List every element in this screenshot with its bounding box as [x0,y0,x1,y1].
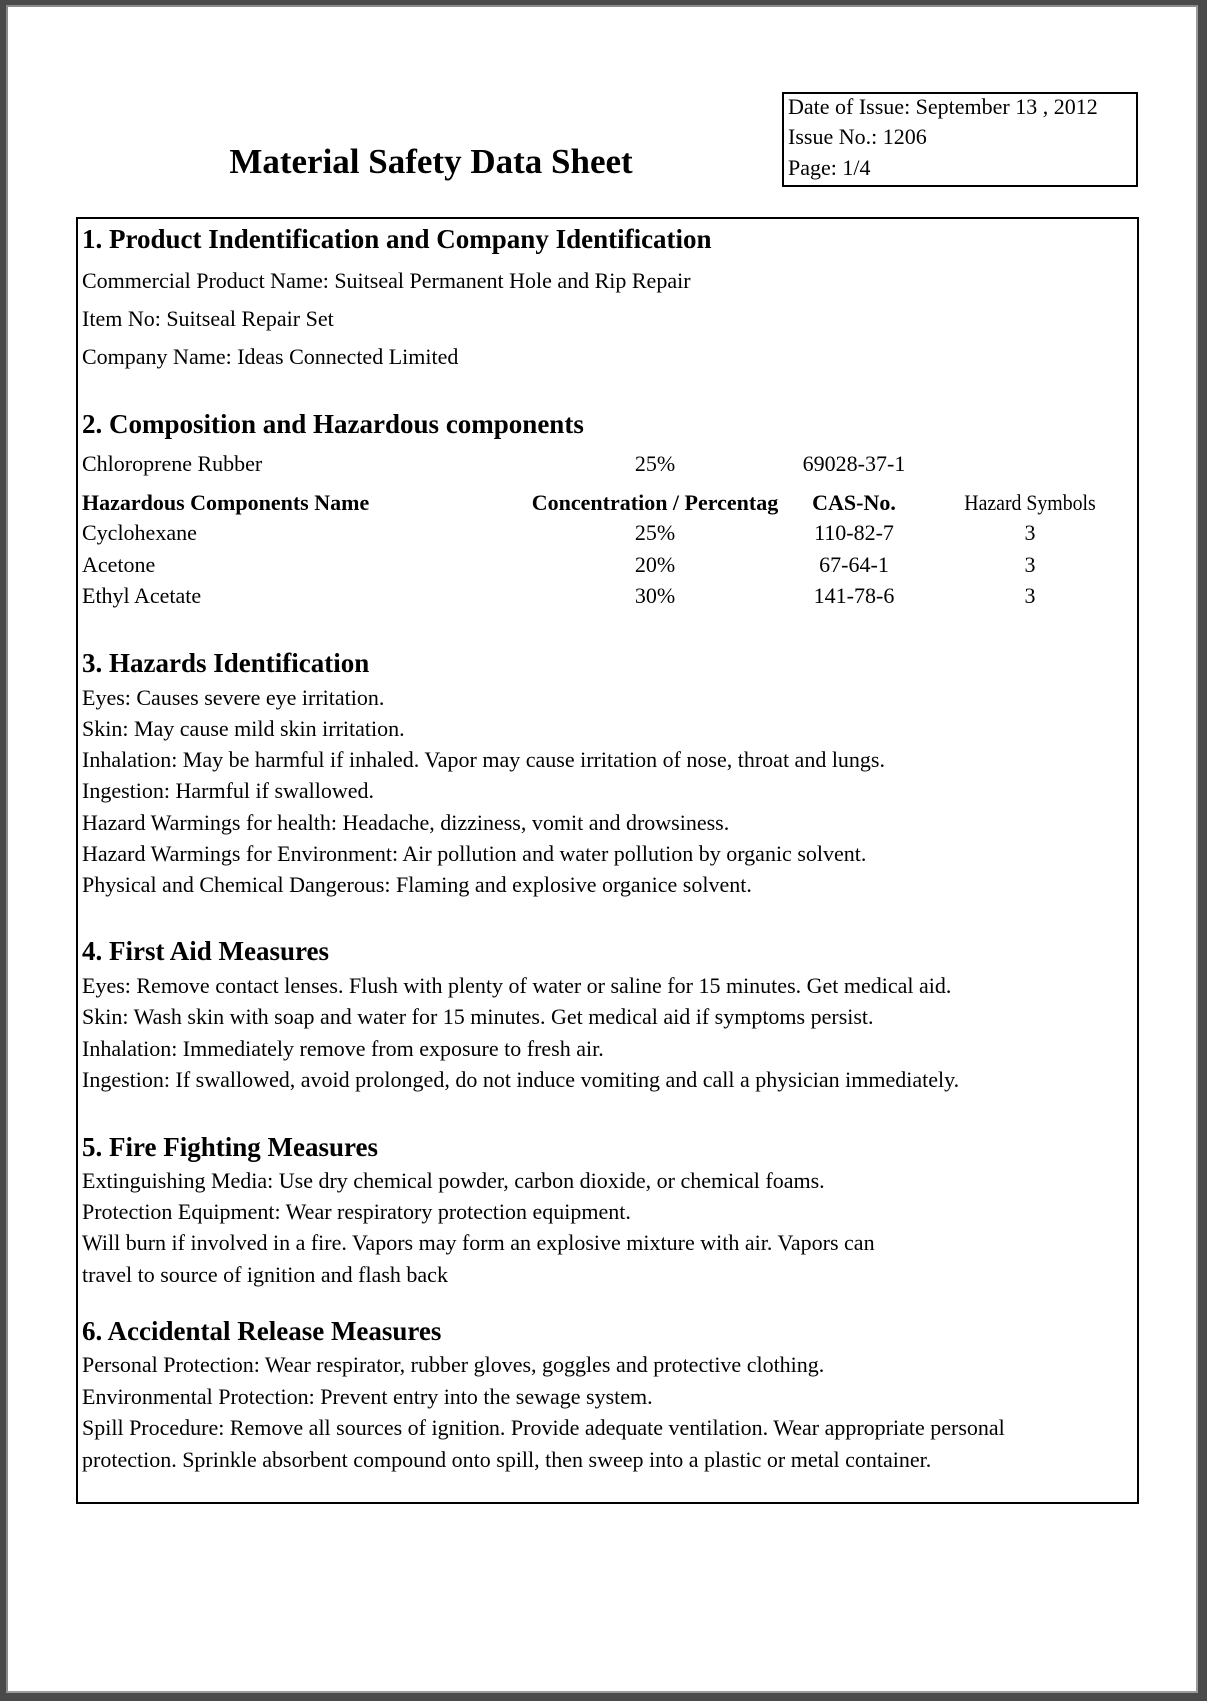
table-row-cas: 110-82-7 [814,520,894,545]
release-line: Environmental Protection: Prevent entry into the sewage system. [82,1384,653,1409]
base-component-name: Chloroprene Rubber [82,451,263,476]
first-aid-line: Eyes: Remove contact lenses. Flush with plenty of water or saline for 15 minutes. Get medical aid. [82,973,952,998]
release-line: protection. Sprinkle absorbent compound onto spill, then sweep into a plastic or metal container. [82,1447,932,1472]
table-row-name: Ethyl Acetate [82,583,202,608]
page-title: Material Safety Data Sheet [229,142,633,181]
fire-fighting-line: Extinguishing Media: Use dry chemical powder, carbon dioxide, or chemical foams. [82,1168,825,1193]
table-row-hazard: 3 [1024,552,1036,577]
hazard-line: Skin: May cause mild skin irritation. [82,716,405,741]
hazard-line: Inhalation: May be harmful if inhaled. Vapor may cause irritation of nose, throat and lungs. [82,747,885,772]
company-name: Company Name: Ideas Connected Limited [82,344,459,369]
fire-fighting-line: travel to source of ignition and flash back [82,1262,448,1287]
section-1-heading: 1. Product Indentification and Company Identification [82,224,712,254]
table-row-hazard: 3 [1024,583,1036,608]
section-5-heading: 5. Fire Fighting Measures [82,1132,378,1162]
table-row-concentration: 30% [634,583,676,608]
item-no: Item No: Suitseal Repair Set [82,306,334,331]
table-row-cas: 67-64-1 [819,552,889,577]
table-row-concentration: 25% [634,520,676,545]
section-6-heading: 6. Accidental Release Measures [82,1316,442,1346]
msds-content-box [76,217,1139,1504]
issue-number: Issue No.: 1206 [788,124,927,149]
col-header-hazard-symbols: Hazard Symbols [964,490,1096,515]
col-header-cas: CAS-No. [812,490,896,515]
section-3-heading: 3. Hazards Identification [82,648,370,678]
hazard-line: Hazard Warmings for health: Headache, dizziness, vomit and drowsiness. [82,810,730,835]
table-row-name: Acetone [82,552,156,577]
col-header-name: Hazardous Components Name [82,490,370,515]
first-aid-line: Skin: Wash skin with soap and water for 15 minutes. Get medical aid if symptoms persist. [82,1004,874,1029]
hazard-line: Eyes: Causes severe eye irritation. [82,685,385,710]
page-number: Page: 1/4 [788,155,871,180]
base-component-concentration: 25% [634,451,676,476]
first-aid-line: Ingestion: If swallowed, avoid prolonged, do not induce vomiting and call a physician immediately. [82,1067,960,1092]
hazard-line: Physical and Chemical Dangerous: Flaming and explosive organice solvent. [82,872,752,897]
date-of-issue: Date of Issue: September 13 , 2012 [788,94,1098,119]
hazard-line: Ingestion: Harmful if swallowed. [82,778,375,803]
hazard-line: Hazard Warmings for Environment: Air pollution and water pollution by organic solvent. [82,841,867,866]
base-component-cas: 69028-37-1 [802,451,906,476]
section-2-heading: 2. Composition and Hazardous components [82,409,584,439]
col-header-concentration: Concentration / Percentag [531,490,779,515]
first-aid-line: Inhalation: Immediately remove from exposure to fresh air. [82,1036,604,1061]
fire-fighting-line: Protection Equipment: Wear respiratory protection equipment. [82,1199,631,1224]
release-line: Spill Procedure: Remove all sources of ignition. Provide adequate ventilation. Wear appropriate personal [82,1415,1005,1440]
fire-fighting-line: Will burn if involved in a fire. Vapors may form an explosive mixture with air. Vapors can [82,1230,875,1255]
product-name: Commercial Product Name: Suitseal Permanent Hole and Rip Repair [82,268,691,293]
table-row-name: Cyclohexane [82,520,197,545]
section-4-heading: 4. First Aid Measures [82,936,329,966]
release-line: Personal Protection: Wear respirator, rubber gloves, goggles and protective clothing. [82,1352,825,1377]
table-row-concentration: 20% [634,552,676,577]
issue-info-box [782,92,1138,187]
table-row-hazard: 3 [1024,520,1036,545]
table-row-cas: 141-78-6 [813,583,895,608]
